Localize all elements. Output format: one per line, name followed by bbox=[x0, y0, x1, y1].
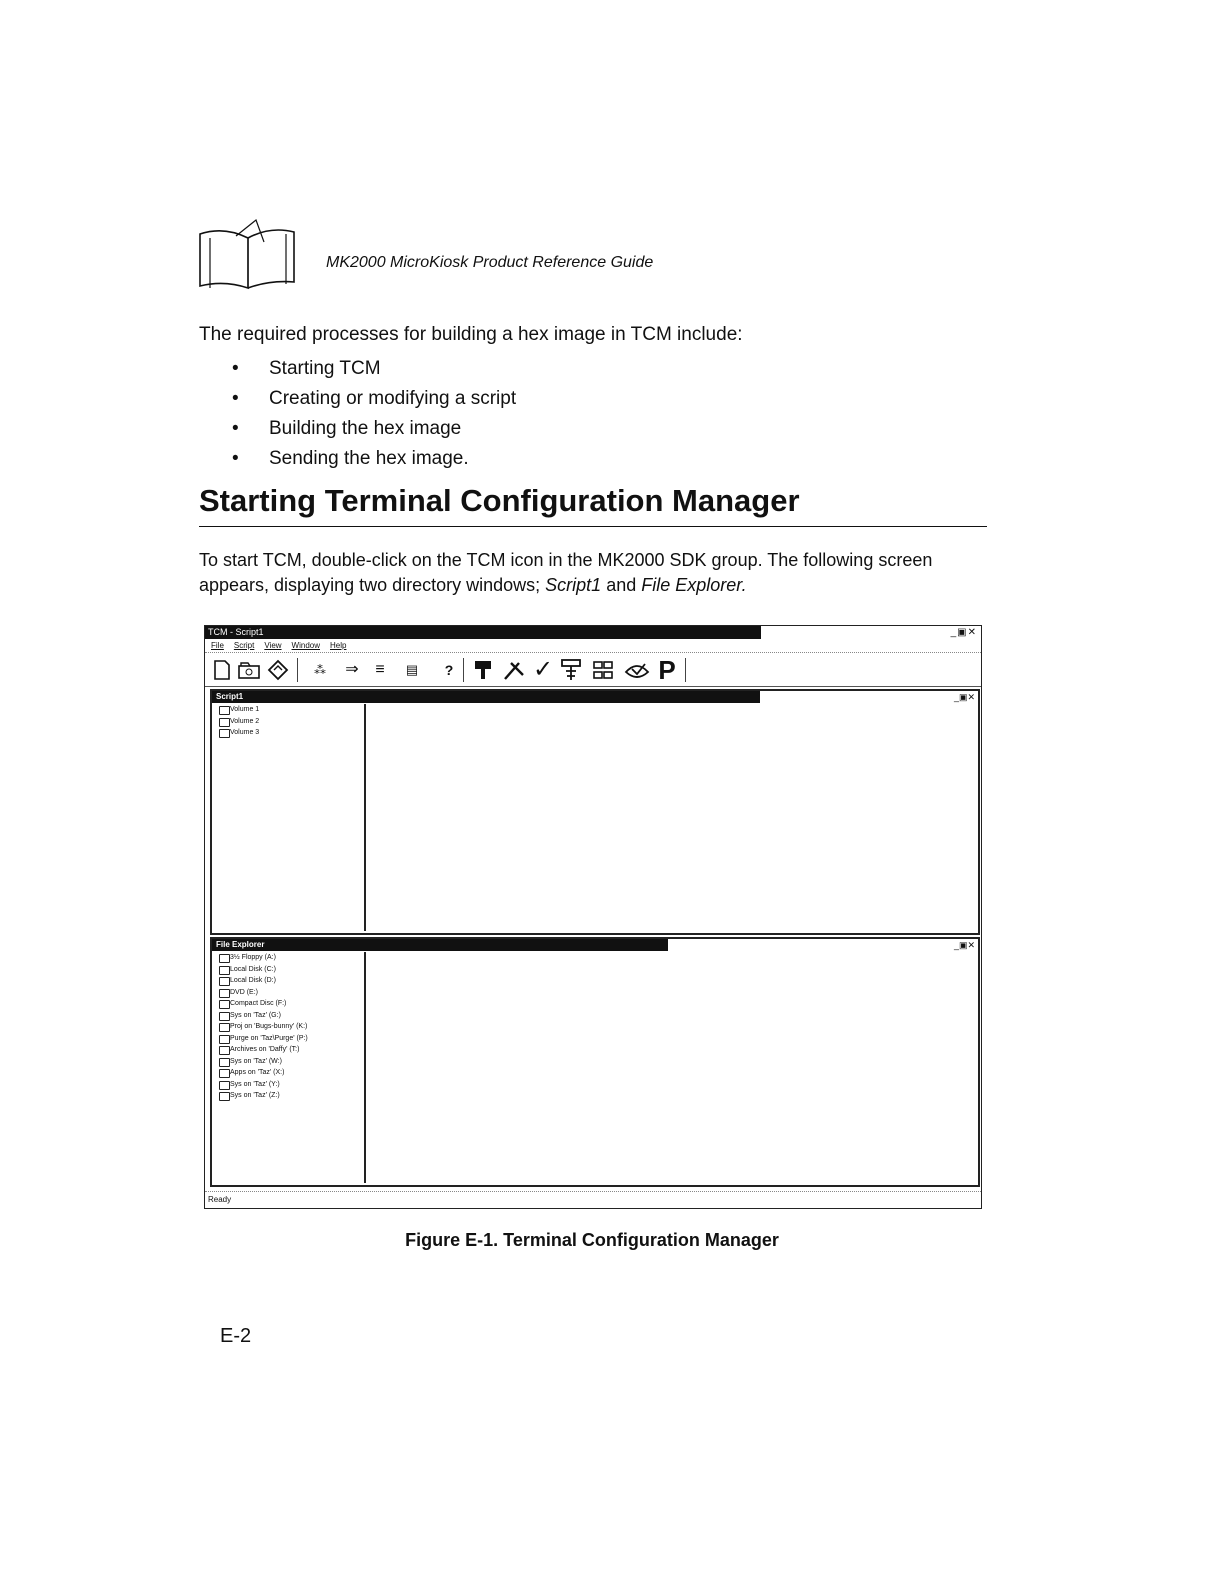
layout-icon[interactable] bbox=[591, 658, 615, 682]
status-text: Ready bbox=[208, 1195, 232, 1204]
network-drive-icon bbox=[219, 1023, 230, 1032]
file-explorer-content-pane[interactable] bbox=[368, 952, 978, 1183]
tree-item[interactable] bbox=[212, 1056, 364, 1068]
open-icon[interactable] bbox=[235, 658, 263, 682]
para-text: and bbox=[601, 575, 642, 595]
network-drive-icon bbox=[219, 1046, 230, 1055]
tree-item-label: Proj on 'Bugs-bunny' (K:) bbox=[230, 1023, 308, 1030]
volume-icon bbox=[219, 718, 230, 727]
file-explorer-tree bbox=[212, 952, 366, 1183]
tree-item-label: Sys on 'Taz' (G:) bbox=[230, 1011, 281, 1019]
list-item-text: Creating or modifying a script bbox=[269, 388, 517, 409]
tools-icon[interactable] bbox=[501, 658, 527, 682]
tree-item-label: Archives on 'Daffy' (T:) bbox=[230, 1046, 300, 1053]
tree-item[interactable] bbox=[212, 952, 364, 964]
cut-icon[interactable]: ⁂ bbox=[314, 663, 326, 677]
network-drive-icon bbox=[219, 1035, 230, 1044]
script1-window bbox=[210, 689, 980, 935]
cd-drive-icon bbox=[219, 989, 230, 998]
toolbar-separator bbox=[463, 658, 464, 682]
script1-content-pane[interactable] bbox=[368, 704, 978, 931]
para-emphasis-file-explorer: File Explorer. bbox=[641, 575, 747, 595]
tcm-window bbox=[204, 625, 982, 1209]
file-explorer-title: File Explorer bbox=[216, 940, 265, 949]
send-icon[interactable] bbox=[559, 658, 583, 682]
tree-item-label: Sys on 'Taz' (W:) bbox=[230, 1057, 282, 1065]
guide-title: MK2000 MicroKiosk Product Reference Guide bbox=[326, 254, 654, 271]
script1-title: Script1 bbox=[216, 692, 244, 701]
script1-tree bbox=[212, 704, 366, 931]
file-explorer-window bbox=[210, 937, 980, 1187]
disk-drive-icon bbox=[219, 977, 230, 986]
file-explorer-window-buttons[interactable]: _▣✕ bbox=[953, 940, 975, 950]
tree-item[interactable] bbox=[212, 1067, 364, 1079]
app-titlebar[interactable] bbox=[205, 626, 761, 639]
check-icon[interactable]: ✓ bbox=[532, 656, 554, 683]
tree-item[interactable] bbox=[212, 1010, 364, 1022]
menu-file[interactable]: File bbox=[211, 641, 224, 650]
toolbar-separator bbox=[685, 658, 686, 682]
properties-icon[interactable]: ▤ bbox=[405, 662, 419, 677]
menu-bar bbox=[205, 640, 981, 653]
toolbar-separator bbox=[297, 658, 298, 682]
status-bar bbox=[205, 1191, 981, 1208]
menu-view[interactable]: View bbox=[264, 641, 282, 650]
list-item bbox=[232, 354, 516, 384]
menu-script[interactable]: Script bbox=[233, 641, 255, 650]
list-item-text: Starting TCM bbox=[269, 358, 381, 379]
network-drive-icon bbox=[219, 1012, 230, 1021]
cd-drive-icon bbox=[219, 1000, 230, 1009]
network-drive-icon bbox=[219, 1058, 230, 1067]
tree-item[interactable] bbox=[212, 1021, 364, 1033]
tree-item-label: Local Disk (D:) bbox=[230, 977, 276, 984]
figure-caption: Figure E-1. Terminal Configuration Manager bbox=[405, 1230, 779, 1250]
tree-item-label: Volume 3 bbox=[230, 729, 260, 736]
tree-item-label: Apps on 'Taz' (X:) bbox=[230, 1069, 285, 1076]
network-drive-icon bbox=[219, 1069, 230, 1078]
para-emphasis-script1: Script1 bbox=[545, 575, 602, 595]
page-number: E-2 bbox=[220, 1325, 252, 1347]
process-list bbox=[232, 354, 516, 474]
bullet-icon: • bbox=[232, 358, 239, 379]
tree-item-label: 3½ Floppy (A:) bbox=[230, 954, 276, 961]
download-icon[interactable] bbox=[623, 658, 651, 682]
bullet-icon: • bbox=[232, 388, 239, 409]
tree-item[interactable] bbox=[212, 716, 364, 728]
tree-item[interactable] bbox=[212, 975, 364, 987]
script1-titlebar[interactable] bbox=[212, 691, 760, 703]
tree-item-label: Volume 2 bbox=[230, 717, 260, 725]
tree-item[interactable] bbox=[212, 727, 364, 739]
bullet-icon: • bbox=[232, 448, 239, 469]
tree-item-label: Sys on 'Taz' (Y:) bbox=[230, 1080, 280, 1088]
tree-item-label: DVD (E:) bbox=[230, 988, 258, 996]
volume-icon bbox=[219, 729, 230, 738]
section-heading: Starting Terminal Configuration Manager bbox=[199, 483, 800, 518]
list-item-text: Sending the hex image. bbox=[269, 448, 469, 469]
volume-icon bbox=[219, 706, 230, 715]
heading-rule bbox=[199, 526, 987, 527]
page-header bbox=[196, 216, 796, 296]
list-icon[interactable]: ⇒ bbox=[345, 661, 359, 678]
network-drive-icon bbox=[219, 1081, 230, 1090]
tree-item-label: Sys on 'Taz' (Z:) bbox=[230, 1092, 280, 1099]
file-explorer-titlebar[interactable] bbox=[212, 939, 668, 951]
tree-item[interactable] bbox=[212, 987, 364, 999]
tree-item[interactable] bbox=[212, 1033, 364, 1045]
menu-window[interactable]: Window bbox=[291, 641, 320, 650]
list-item bbox=[232, 414, 516, 444]
tree-item[interactable] bbox=[212, 1044, 364, 1056]
tree-item[interactable] bbox=[212, 704, 364, 716]
tree-item-label: Compact Disc (F:) bbox=[230, 1000, 287, 1007]
new-icon[interactable] bbox=[211, 658, 233, 682]
book-icon bbox=[196, 216, 300, 294]
script1-window-buttons[interactable]: _▣✕ bbox=[953, 692, 975, 702]
disk-drive-icon bbox=[219, 966, 230, 975]
menu-help[interactable]: Help bbox=[330, 641, 347, 650]
app-title: TCM - Script1 bbox=[208, 627, 264, 637]
list-item bbox=[232, 444, 516, 474]
toolbar bbox=[205, 654, 981, 687]
save-icon[interactable] bbox=[265, 658, 291, 682]
tree-item-label: Purge on 'Taz\Purge' (P:) bbox=[230, 1034, 308, 1042]
tree-item[interactable] bbox=[212, 1090, 364, 1102]
body-paragraph bbox=[199, 548, 989, 598]
intro-text: The required processes for building a hex image in TCM include: bbox=[199, 324, 743, 345]
tree-item-label: Local Disk (C:) bbox=[230, 965, 276, 973]
tree-item[interactable] bbox=[212, 1079, 364, 1091]
floppy-drive-icon bbox=[219, 954, 230, 963]
bullet-icon: • bbox=[232, 418, 239, 439]
tree-item[interactable] bbox=[212, 998, 364, 1010]
build-icon[interactable] bbox=[471, 658, 495, 682]
tree-item-label: Volume 1 bbox=[230, 706, 260, 713]
p-icon[interactable]: P bbox=[658, 655, 676, 685]
para-text: To start TCM, double-click on the TCM icon in the MK2000 SDK group. The following screen appears, displaying two directory windows; bbox=[199, 550, 933, 595]
tree-item[interactable] bbox=[212, 964, 364, 976]
details-icon[interactable]: ≡ bbox=[375, 661, 385, 678]
network-drive-icon bbox=[219, 1092, 230, 1101]
help-icon[interactable]: ? bbox=[444, 662, 454, 678]
window-buttons[interactable]: _▣✕ bbox=[950, 627, 977, 638]
list-item bbox=[232, 384, 516, 414]
list-item-text: Building the hex image bbox=[269, 418, 462, 439]
